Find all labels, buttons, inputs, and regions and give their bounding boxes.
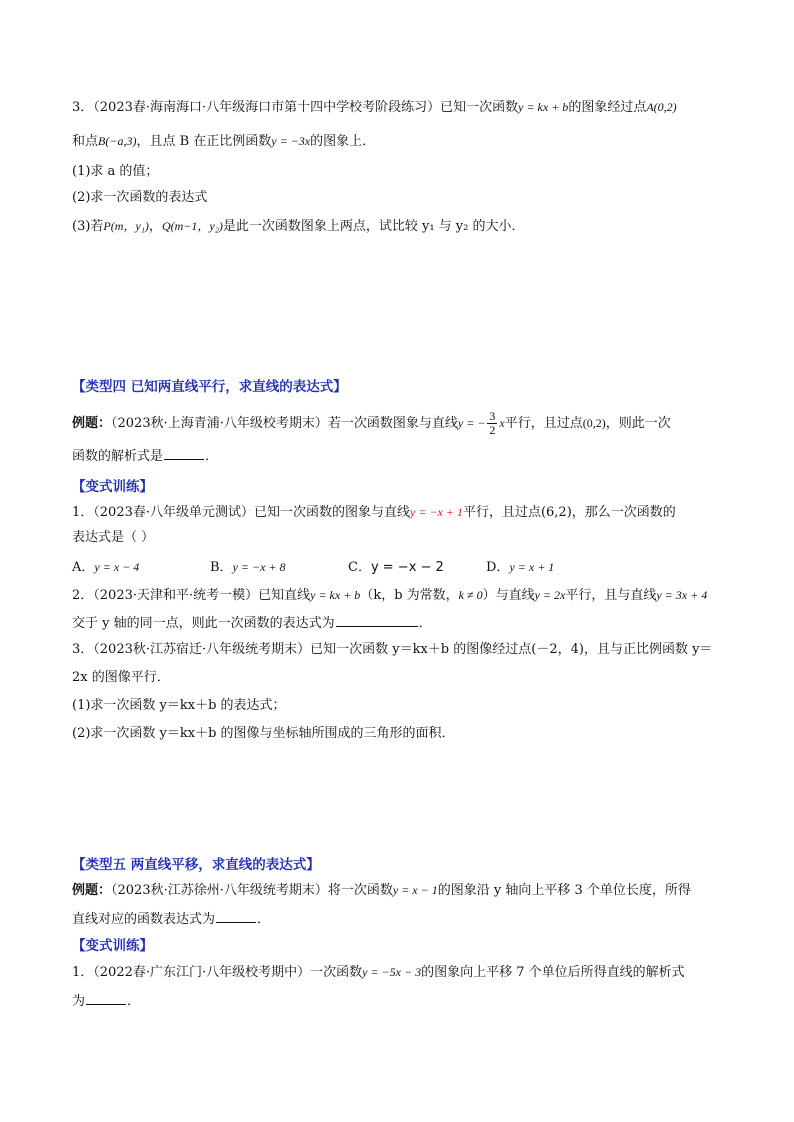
s5-p1-line2: 为 ． (72, 990, 732, 1012)
s5-example-line2: 直线对应的函数表达式为 ． (72, 908, 732, 930)
s4-example-line1: 例题：（2023秋·上海青浦·八年级校考期末）若一次函数图象与直线y = − $\frac{3}{2}$ x平行，且过点(0,2)，则此一次 (72, 409, 671, 437)
s4-practice-heading: 【变式训练】 (72, 479, 153, 495)
s4-fraction: $\frac{3}{2}$ (489, 409, 496, 437)
q3-sub2: (2)求一次函数的表达式 (72, 190, 208, 205)
s5-example-line1: 例题：（2023秋·江苏徐州·八年级统考期末）将一次函数y = x − 1的图象沿 y 轴向上平移 3 个单位长度，所得 (72, 883, 691, 898)
s4-example-line2: 函数的解析式是 ． (72, 445, 732, 467)
q3-sub3: (3)若P(m，y₁)，Q(m−1，y₂)是此一次函数图象上两点，试比较 y₁ 与 y₂ 的大小． (72, 219, 525, 234)
s4-p3-line1: 3．（2023秋·江苏宿迁·八年级统考期末）已知一次函数 y＝kx＋b 的图像经过点(－2，4)，且与正比例函数 y＝ (72, 642, 713, 657)
section5-heading: 【类型五 两直线平移，求直线的表达式】 (72, 857, 320, 873)
q3-point-p: P(m，y₁) (103, 219, 149, 233)
q3-func2: y = −3x (271, 134, 311, 148)
s4-p1-options (72, 557, 732, 578)
q3-sub1: (1)求 a 的值； (72, 164, 159, 179)
q3-func: y = kx + b (518, 100, 569, 114)
answer-blank[interactable] (164, 445, 204, 460)
section4-heading: 【类型四 已知两直线平行，求直线的表达式】 (72, 379, 347, 395)
q3-point-q: Q(m−1，y₂) (161, 219, 223, 233)
s4-p3-sub1: (1)求一次函数 y＝kx＋b 的表达式； (72, 698, 286, 713)
option-a[interactable]: A．y = x − 4 (72, 560, 140, 575)
option-c[interactable]: C．y = −x − 2 (348, 560, 444, 575)
s4-p2-line1: 2．（2023·天津和平·统考一模）已知直线y = kx + b（k，b 为常数，k ≠ 0）与直线y = 2x平行，且与直线y = 3x + 4 (72, 588, 708, 603)
s4-p3-sub2: (2)求一次函数 y＝kx＋b 的图像与坐标轴所围成的三角形的面积． (72, 726, 455, 741)
answer-blank[interactable] (216, 908, 256, 923)
answer-blank[interactable] (336, 612, 418, 627)
answer-blank[interactable] (86, 990, 126, 1005)
s5-p1-line1: 1．（2022春·广东江门·八年级校考期中）一次函数y = −5x − 3的图象向上平移 7 个单位后所得直线的解析式 (72, 965, 685, 980)
s4-p2-line2: 交于 y 轴的同一点，则此一次函数的表达式为 ． (72, 612, 732, 634)
q3-line2: 和点B(−a,3)，且点 B 在正比例函数y = −3x的图象上． (72, 134, 376, 149)
q3-point-a: A(0,2) (646, 100, 677, 114)
s4-p1-line2: 表达式是（ ） (72, 530, 155, 545)
option-d[interactable]: D．y = x + 1 (486, 560, 555, 575)
q3-line1: 3．（2023春·海南海口·八年级海口市第十四中学校考阶段练习）已知一次函数y = kx + b的图象经过点A(0,2) (72, 100, 677, 115)
option-b[interactable]: B．y = −x + 8 (210, 560, 286, 575)
s4-p3-line2: 2x 的图像平行． (72, 670, 170, 685)
s5-practice-heading: 【变式训练】 (72, 938, 153, 954)
s4-p1-func: y = −x + 1 (410, 505, 463, 519)
q3-point-b: B(−a,3) (98, 134, 137, 148)
s4-p1-line1: 1．（2023春·八年级单元测试）已知一次函数的图象与直线y = −x + 1平行，且过点(6,2)，那么一次函数的 (72, 505, 676, 520)
